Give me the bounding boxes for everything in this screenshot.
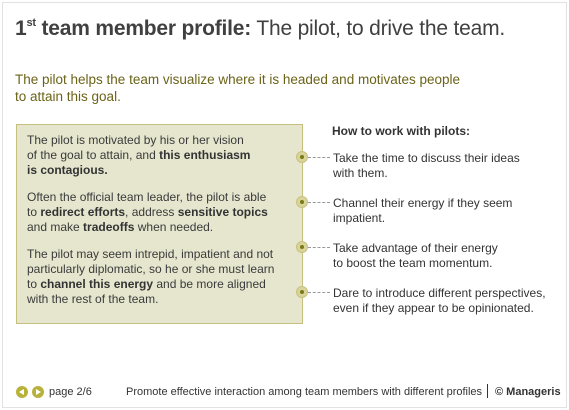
footer-divider [487, 384, 488, 398]
tip-item-4: Dare to introduce different perspectives, even if they appear to be opinionated. [333, 286, 546, 315]
tip-connector-3 [296, 241, 336, 255]
intro-line-1: The pilot helps the team visualize where it is headed and motivates people [15, 72, 461, 87]
tip-item-2: Channel their energy if they seem impatient. [333, 196, 513, 225]
description-paragraph-1: The pilot is motivated by his or her vision of the goal to attain, and this enthusiasm is contagious. [27, 133, 251, 177]
tip-item-1: Take the time to discuss their ideas with them. [333, 151, 520, 180]
footer [0, 382, 569, 402]
how-to-heading: How to work with pilots: [332, 124, 470, 138]
bullet-dot-icon [296, 241, 308, 253]
dashed-connector-line [308, 202, 330, 203]
tip-connector-4 [296, 286, 336, 300]
footer-caption: Promote effective interaction among team members with different profiles [126, 386, 483, 398]
title-ordinal-number: 1 [15, 17, 27, 40]
dashed-connector-line [308, 247, 330, 248]
bullet-dot-icon [296, 151, 308, 163]
tip-connector-2 [296, 196, 336, 210]
page-indicator: page 2/6 [49, 386, 92, 398]
description-paragraph-3: The pilot may seem intrepid, impatient and not particularly diplomatic, so he or she must learn to channel this energy and be more aligned with the rest of the team. [27, 247, 275, 306]
intro-text [15, 71, 485, 105]
page-title [15, 17, 505, 41]
intro-line-2: to attain this goal. [15, 89, 121, 104]
tip-item-3: Take advantage of their energy to boost the team momentum. [333, 241, 498, 270]
pilot-description-box [16, 124, 303, 324]
copyright: © Manageris [495, 386, 561, 398]
title-bold-text: team member profile: [41, 17, 252, 40]
title-regular-text: The pilot, to drive the team. [256, 17, 506, 40]
previous-arrow-icon[interactable] [16, 386, 28, 398]
description-paragraph-2: Often the official team leader, the pilot is able to redirect efforts, address sensitive topics and make tradeoffs when needed. [27, 190, 268, 234]
bullet-dot-icon [296, 196, 308, 208]
next-arrow-icon[interactable] [32, 386, 44, 398]
bullet-dot-icon [296, 286, 308, 298]
dashed-connector-line [308, 157, 330, 158]
title-bold-part [15, 17, 251, 40]
title-ordinal-suffix: st [26, 17, 36, 29]
tip-connector-1 [296, 151, 336, 165]
dashed-connector-line [308, 292, 330, 293]
